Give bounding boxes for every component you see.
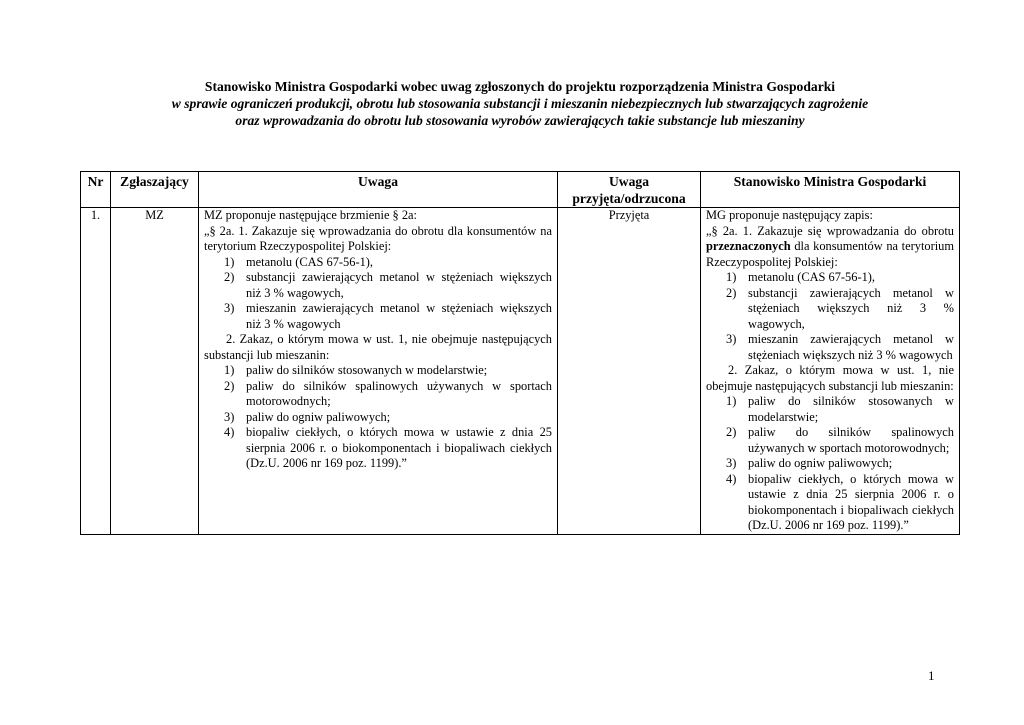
header-status <box>558 172 701 208</box>
stanowisko-list-1 <box>706 270 954 363</box>
uwaga-paragraph-1: „§ 2a. 1. Zakazuje się wprowadzania do obrotu dla konsumentów na terytorium Rzeczypospolitej Polskiej: <box>204 223 552 253</box>
cell-zglaszajacy: MZ <box>111 208 199 535</box>
header-nr: Nr <box>81 172 111 208</box>
header-status-line2: przyjęta/odrzucona <box>572 191 686 206</box>
stanowisko-paragraph-1: „§ 2a. 1. Zakazuje się wprowadzania do obrotu przeznaczonych dla konsumentów na terytorium Rzeczypospolitej Polskiej: <box>706 223 954 269</box>
stanowisko-intro: MG proponuje następujący zapis: <box>706 208 873 222</box>
list-item: 4) biopaliw ciekłych, o których mowa w ustawie z dnia 25 sierpnia 2006 r. o biokomponentach i biopaliwach ciekłych (Dz.U. 2006 nr 169 poz. 1199).” <box>224 425 552 470</box>
stanowisko-paragraph-2: 2. Zakaz, o którym mowa w ust. 1, nie obejmuje następujących substancji lub mieszanin: <box>706 363 954 393</box>
cell-stanowisko <box>701 208 960 535</box>
uwaga-paragraph-2: 2. Zakaz, o którym mowa w ust. 1, nie obejmuje następujących substancji lub mieszanin: <box>204 332 552 362</box>
table-header-row <box>81 172 960 208</box>
table-row <box>81 208 960 535</box>
list-item: 2) substancji zawierających metanol w stężeniach większych niż 3 % wagowych, <box>726 285 954 331</box>
list-item: 2) paliw do silników spalinowych używanych w sportach motorowodnych; <box>224 378 552 408</box>
list-item: 4) biopaliw ciekłych, o których mowa w ustawie z dnia 25 sierpnia 2006 r. o biokomponentach i biopaliwach ciekłych (Dz.U. 2006 nr 169 poz. 1199).” <box>726 471 954 532</box>
title-subtitle-line2: oraz wprowadzania do obrotu lub stosowania wyrobów zawierających takie substancje lub mieszaniny <box>235 113 805 128</box>
list-item: 3) mieszanin zawierających metanol w stężeniach większych niż 3 % wagowych <box>726 332 954 362</box>
header-stanowisko: Stanowisko Ministra Gospodarki <box>701 172 960 208</box>
title-subtitle-line1: w sprawie ograniczeń produkcji, obrotu lub stosowania substancji i mieszanin niebezpiecznych lub stwarzających zagrożenie <box>171 96 869 111</box>
comments-table <box>80 171 960 535</box>
list-item: 1) paliw do silników stosowanych w modelarstwie; <box>726 394 954 424</box>
cell-status: Przyjęta <box>558 208 701 535</box>
title-main: Stanowisko Ministra Gospodarki wobec uwag zgłoszonych do projektu rozporządzenia Ministra Gospodarki <box>204 79 836 94</box>
page-number: 1 <box>928 668 935 683</box>
list-item: 3) paliw do ogniw paliwowych; <box>726 456 893 470</box>
list-item: 1) metanolu (CAS 67-56-1), <box>726 270 875 284</box>
cell-nr: 1. <box>81 208 111 535</box>
uwaga-intro: MZ proponuje następujące brzmienie § 2a: <box>204 208 417 222</box>
list-item: 3) paliw do ogniw paliwowych; <box>224 409 391 424</box>
list-item: 2) substancji zawierających metanol w stężeniach większych niż 3 % wagowych, <box>224 270 552 300</box>
stanowisko-list-2 <box>706 394 954 534</box>
list-item: 1) paliw do silników stosowanych w modelarstwie; <box>224 363 488 377</box>
list-item: 1) metanolu (CAS 67-56-1), <box>224 254 373 269</box>
list-item: 2) paliw do silników spalinowych używanych w sportach motorowodnych; <box>726 425 954 455</box>
list-item: 3) mieszanin zawierających metanol w stężeniach większych niż 3 % wagowych <box>224 301 552 331</box>
header-zglaszajacy: Zgłaszający <box>111 172 199 208</box>
uwaga-list-2 <box>204 363 552 472</box>
cell-uwaga <box>199 208 558 535</box>
header-uwaga: Uwaga <box>199 172 558 208</box>
uwaga-list-1 <box>204 255 552 333</box>
emphasis-przeznaczonych: przeznaczonych <box>706 239 791 253</box>
header-status-line1: Uwaga <box>608 174 650 189</box>
document-title <box>80 78 960 129</box>
